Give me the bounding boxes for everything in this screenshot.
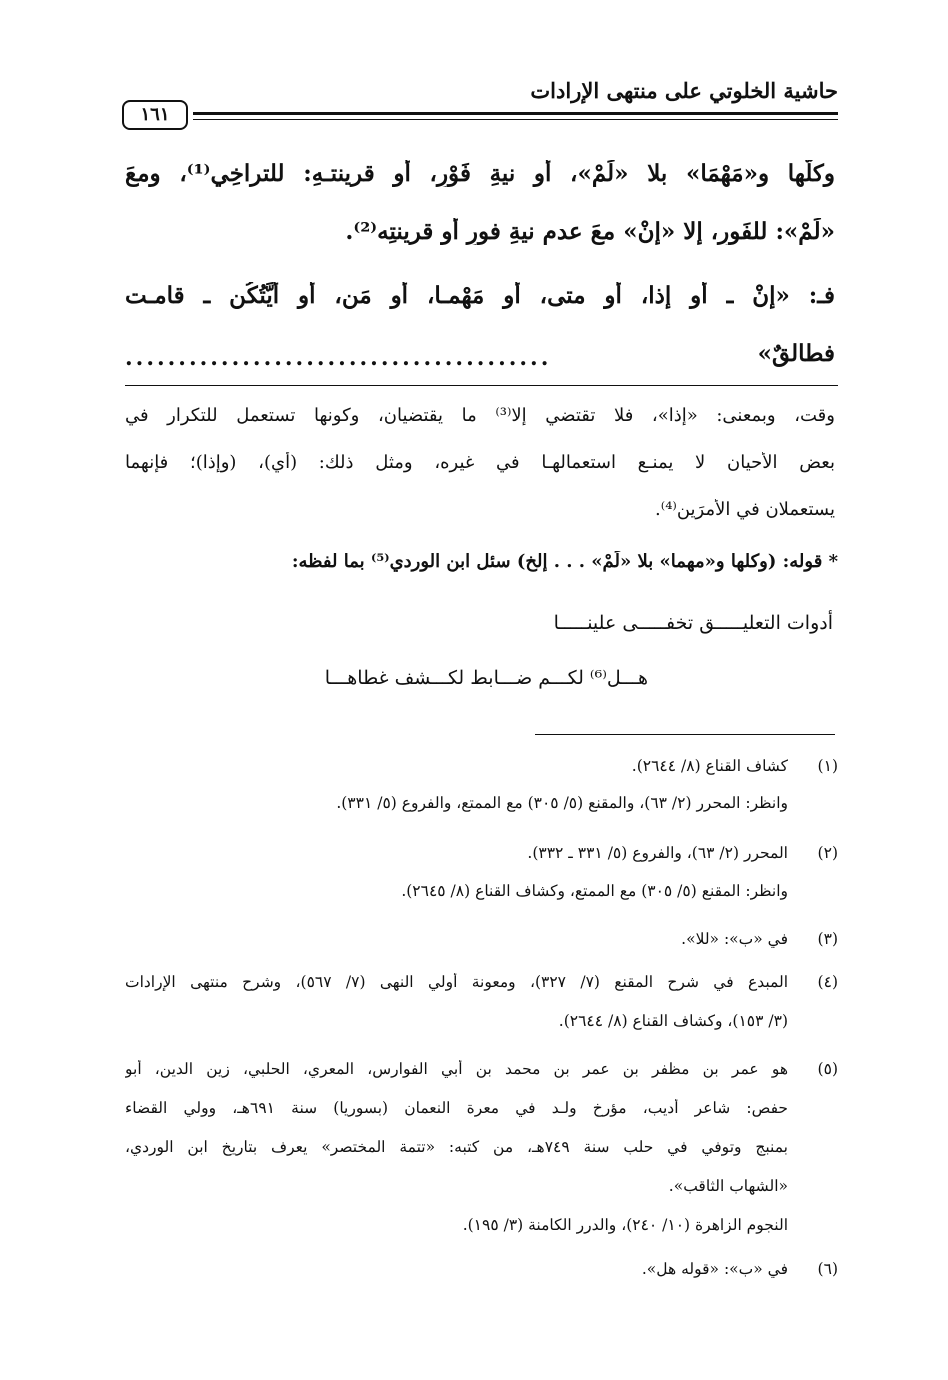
- footnote-3-line-1: في «ب»: «للا».: [681, 930, 788, 948]
- footnote-number-1: (١): [817, 757, 838, 775]
- matn-line-1: وكلُّها و«مَهْمَا» بلا «لَمْ»، أو نيةِ فَوْرٍ، أو قرينتـهِ: للتراخِي⁽¹⁾، ومعَ: [125, 160, 835, 187]
- footnote-5-line-4: «الشهاب الثاقب».: [668, 1177, 788, 1195]
- footnote-5-line-5: النجوم الزاهرة (١٠/ ٢٤٠)، والدرر الكامنة (٣/ ١٩٥).: [462, 1216, 788, 1234]
- footnote-5-line-1: هو عمر بن مظفر بن عمر بن محمد بن أبي الفوارس، المعري، الحلبي، زين الدين، أبو: [125, 1060, 788, 1078]
- matn-line-2: «لَمْ»: للفَورِ، إلا «إنْ» معَ عدمِ نيةِ فورٍ أو قرينتِه⁽²⁾.: [345, 218, 835, 245]
- page-number-box: ١٦١: [122, 100, 188, 130]
- footnote-separator-rule: [535, 734, 835, 735]
- matn-dots: ........................................: [125, 345, 552, 371]
- matn-separator-rule: [125, 385, 838, 386]
- header-rule-thin: [193, 119, 838, 120]
- footnote-1-line-2: وانظر: المحرر (٢/ ٦٣)، والمقنع (٥/ ٣٠٥) مع الممتع، والفروع (٥/ ٣٣١).: [336, 794, 788, 812]
- footnote-1-line-1: كشاف القناع (٨/ ٢٦٤٤).: [631, 757, 788, 775]
- footnote-6-line-1: في «ب»: «قوله هل».: [641, 1260, 788, 1278]
- commentary-line-3: يستعملان في الأمرَين⁽⁴⁾.: [655, 499, 835, 520]
- verse-line-2: هـــل⁽⁶⁾ لكـــم ضـــابط لكـــشف غطاهـــا: [324, 667, 648, 689]
- footnote-4-line-2: (٣/ ١٥٣)، وكشاف القناع (٨/ ٢٦٤٤).: [558, 1012, 788, 1030]
- footnote-number-2: (٢): [817, 844, 838, 862]
- footnote-4-line-1: المبدع في شرح المقنع (٧/ ٣٢٧)، ومعونة أولي النهى (٧/ ٥٦٧)، وشرح منتهى الإرادات: [125, 973, 788, 991]
- footnote-2-line-1: المحرر (٢/ ٦٣)، والفروع (٥/ ٣٣١ ـ ٣٣٢).: [527, 844, 788, 862]
- footnote-5-line-3: بمنبج وتوفي في حلب سنة ٧٤٩هـ، من كتبه: «تتمة المختصر» يعرف بتاريخ ابن الوردي،: [125, 1138, 788, 1156]
- footnote-number-3: (٣): [817, 930, 838, 948]
- footnote-number-5: (٥): [817, 1060, 838, 1078]
- commentary-line-1: وقت، وبمعنى: «إذا»، فلا تقتضي إلا⁽³⁾ ما يقتضيان، وكونها تستعمل للتكرار في: [125, 405, 835, 426]
- footnote-number-4: (٤): [817, 973, 838, 991]
- footnote-number-6: (٦): [817, 1260, 838, 1278]
- commentary-line-2: بعض الأحيان لا يمنـع استعمالهـا في غيره، ومثل ذلك: (أي)، (وإذا)؛ فإنهما: [125, 452, 835, 473]
- commentary-qawluhu: * قوله: (وكلها و«مهما» بلا «لَمْ» . . . إلخ) سئل ابن الوردي⁽⁵⁾ بما لفظه:: [291, 551, 838, 572]
- running-header-title: حاشية الخلوتي على منتهى الإرادات: [530, 78, 838, 103]
- matn-line-4-tail: فطالقٌ»: [757, 340, 835, 367]
- matn-line-3: فـ: «إنْ ـ أو إذا، أو متى، أو مَهْمـا، أو مَن، أو أَيَّتُكُن ـ قامـت: [125, 282, 835, 309]
- footnote-5-line-2: حفص: شاعر أديب، مؤرخ ولـد في معرة النعمان (بسوريا) سنة ٦٩١هـ، وولي القضاء: [125, 1099, 788, 1117]
- verse-line-1: أدوات التعليـــــق تخفـــــى علينـــــا: [553, 612, 833, 634]
- header-rule-thick: [193, 112, 838, 115]
- footnote-2-line-2: وانظر: المقنع (٥/ ٣٠٥) مع الممتع، وكشاف القناع (٨/ ٢٦٤٥).: [401, 882, 788, 900]
